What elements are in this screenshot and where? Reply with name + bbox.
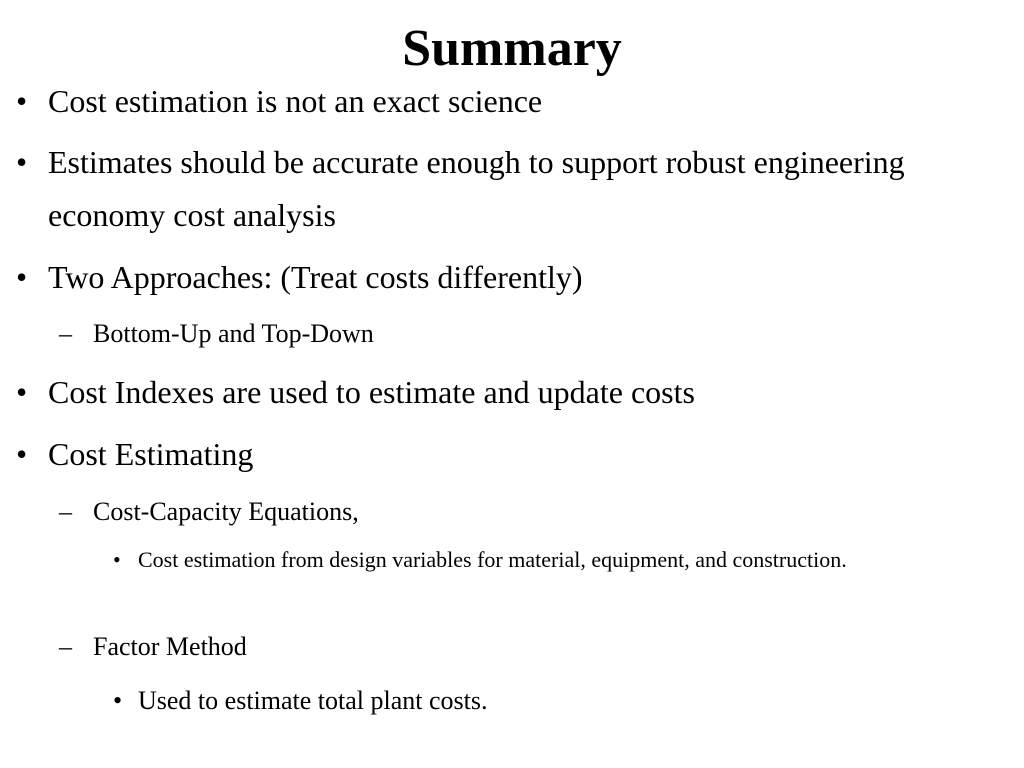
bullet-text: Two Approaches: (Treat costs differently) bbox=[48, 259, 583, 295]
bullet-text: Cost Estimating bbox=[48, 436, 254, 472]
bullet-text: Cost estimation from design variables for material, equipment, and construction. bbox=[138, 547, 847, 572]
bullet-marker: – bbox=[59, 632, 72, 661]
slide-title: Summary bbox=[402, 20, 622, 77]
sub-bullet-cost-capacity bbox=[59, 495, 953, 529]
bullet-marker: • bbox=[16, 144, 28, 180]
bullet-text: Factor Method bbox=[93, 632, 247, 661]
bullet-marker: • bbox=[113, 686, 123, 715]
sub-bullet-bottom-up-top-down bbox=[59, 317, 953, 351]
bullet-text: Cost-Capacity Equations, bbox=[93, 497, 359, 526]
bullet-marker: – bbox=[59, 319, 72, 348]
bullet-text: Bottom-Up and Top-Down bbox=[93, 319, 374, 348]
bullet-cost-estimating bbox=[16, 428, 948, 481]
sub-sub-bullet-design-variables bbox=[113, 541, 928, 579]
bullet-marker: • bbox=[16, 374, 28, 410]
bullet-two-approaches bbox=[16, 251, 948, 304]
bullet-marker: • bbox=[16, 83, 28, 119]
sub-sub-bullet-plant-costs bbox=[113, 684, 928, 718]
bullet-text: Estimates should be accurate enough to support robust engineering economy cost analysis bbox=[48, 144, 905, 233]
bullet-marker: • bbox=[113, 547, 121, 572]
bullet-marker: • bbox=[16, 259, 28, 295]
bullet-marker: • bbox=[16, 436, 28, 472]
bullet-cost-estimation bbox=[16, 75, 948, 128]
bullet-cost-indexes bbox=[16, 366, 948, 419]
sub-bullet-factor-method bbox=[59, 630, 953, 664]
bullet-marker: – bbox=[59, 497, 72, 526]
bullet-text: Cost estimation is not an exact science bbox=[48, 83, 543, 119]
bullet-text: Cost Indexes are used to estimate and update costs bbox=[48, 374, 695, 410]
bullet-text: Used to estimate total plant costs. bbox=[138, 686, 488, 715]
bullet-estimates-accuracy bbox=[16, 136, 948, 242]
